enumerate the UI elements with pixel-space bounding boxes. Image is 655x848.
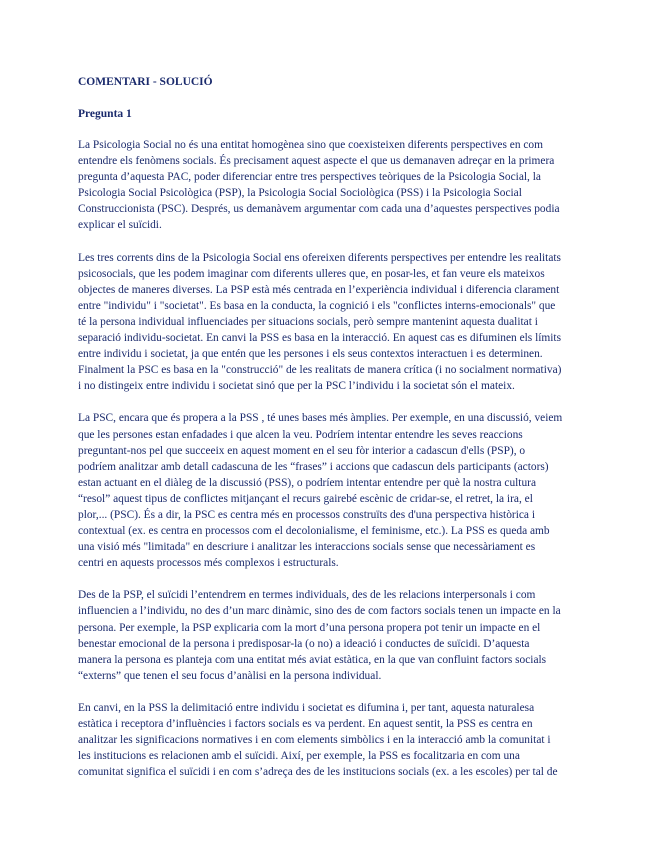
question-heading: Pregunta 1 xyxy=(78,108,132,120)
paragraph-5 xyxy=(78,700,575,780)
text-line: estàtica i receptora d’influències i factors socials es va perdent. En aquest sentit, la PSS es centra en xyxy=(78,718,533,730)
answer-body xyxy=(78,137,575,780)
text-line: entre "individu" i "societat". Es basa en la conducta, la cognició i els "conflictes interns-emocionals" que xyxy=(78,299,556,312)
text-line: una visió més "limitada" en descriure i analitzar les interaccions socials sense que necessàriament es xyxy=(78,541,536,554)
text-line: Finalment la PSC es basa en la "construcció" de les realitats de manera crítica (i no socialment normativa) xyxy=(78,364,562,377)
paragraph-3 xyxy=(78,410,575,571)
text-line: explicar el suïcidi. xyxy=(78,219,162,232)
paragraph-2 xyxy=(78,250,575,395)
text-line: entendre els fenòmens socials. És precisament aquest aspecte el que us demanaven adreçar en la primera xyxy=(78,155,555,168)
text-line: Construccionista (PSC). Després, us demanàvem argumentar com cada una d’aquestes perspectives podia xyxy=(78,203,560,216)
paragraph-4 xyxy=(78,587,575,684)
text-line: les institucions es relacionen amb el suïcidi. Així, per exemple, la PSS es focalitzaria en com una xyxy=(78,750,520,763)
paragraph-1 xyxy=(78,137,575,234)
text-line: entre individu i societat, ja que entén que les persones i els seus contextos interactuen i es determinen. xyxy=(78,348,543,361)
text-line: plor,... (PSC). És a dir, la PSC es centra més en processos construïts des d'una perspectiva històrica i xyxy=(78,508,535,521)
text-line: manera la persona es planteja com una entitat més aviat estàtica, en la que van confluint factors socials xyxy=(78,653,547,666)
text-line: La Psicologia Social no és una entitat homogènea sino que coexisteixen diferents perspectives en com xyxy=(78,139,543,151)
text-line: persona. Per exemple, la PSP explicaria com la mort d’una persona propera pot tenir un impacte en el xyxy=(78,621,541,634)
text-line: comunitat significa el suïcidi i en com s’adreça des de les institucions socials (ex. a les escoles) per tal de xyxy=(78,766,558,779)
text-line: estan actuant en el diàleg de la discussió (PSS), o podríem intentar entendre per què la nostra cultura xyxy=(78,476,537,489)
text-line: benestar emocional de la persona i predisposar-la (o no) a ideació i conductes de suïcidi. D’aquesta xyxy=(78,637,530,650)
text-line: Des de la PSP, el suïcidi l’entendrem en termes individuals, des de les relacions interpersonals i com xyxy=(78,589,536,602)
text-line: Psicologia Social Psicològica (PSP), la Psicologia Social Sociològica (PSS) i la Psicologia Social xyxy=(78,187,522,200)
text-line: podríem analitzar amb detall cadascuna de les “frases” i accions que cadascun dels participants (actors) xyxy=(78,460,549,473)
text-line: En canvi, en la PSS la delimitació entre individu i societat es difumina i, per tant, aquesta naturalesa xyxy=(78,701,535,714)
text-line: preguntant-nos pel que succeeix en aquest moment en el seu fòr interior a cadascun d'ells (PSP), o xyxy=(78,444,526,457)
document-title: COMENTARI - SOLUCIÓ xyxy=(78,76,213,88)
text-line: La PSC, encara que és propera a la PSS , té unes bases més àmplies. Per exemple, en una discussió, veiem xyxy=(78,412,563,425)
text-line: “resol” aquest tipus de conflictes mitjançant el recurs gairebé escènic de cridar-se, el retret, la ira, el xyxy=(78,492,533,505)
text-line: Les tres corrents dins de la Psicologia Social ens ofereixen diferents perspectives per entendre les realitats xyxy=(78,251,561,264)
text-line: objectes de maneres diverses. La PSP està més centrada en l’experiència individual i diferencia clarament xyxy=(78,283,560,296)
text-line: i no distingeix entre individu i societat sinó que per la PSC l’individu i la societat són el mateix. xyxy=(78,380,515,393)
text-line: que les persones estan enfadades i que alcen la veu. Podríem intentar entendre les seves reaccions xyxy=(78,428,523,441)
text-line: separació individu-societat. En canvi la PSS es basa en la interacció. En aquest cas es difuminen els límits xyxy=(78,332,562,345)
text-line: centri en aquests processos més complexos i estructurals. xyxy=(78,557,339,570)
text-line: psicosocials, que les podem imaginar com diferents ulleres que, en posar-les, et fan veure els mateixos xyxy=(78,267,545,280)
text-line: “externs” que tenen el seu focus d’anàlisi en la persona individual. xyxy=(78,669,382,682)
text-line: analitzar les significacions normatives i en com elements simbòlics i en la interacció amb la comunitat i xyxy=(78,734,551,747)
text-line: contextual (ex. es centra en processos com el decolonialisme, el feminisme, etc.). La PSS es queda amb xyxy=(78,525,550,538)
text-line: té la persona individual influenciades per situacions socials, però sempre mantenint aquesta dualitat i xyxy=(78,315,538,328)
text-line: pregunta d’aquesta PAC, poder diferenciar entre tres perspectives teòriques de la Psicologia Social, la xyxy=(78,171,541,184)
text-line: influencien a l’individu, no des d’un marc dinàmic, sino des de com factors socials tenen un impacte en la xyxy=(78,605,561,618)
